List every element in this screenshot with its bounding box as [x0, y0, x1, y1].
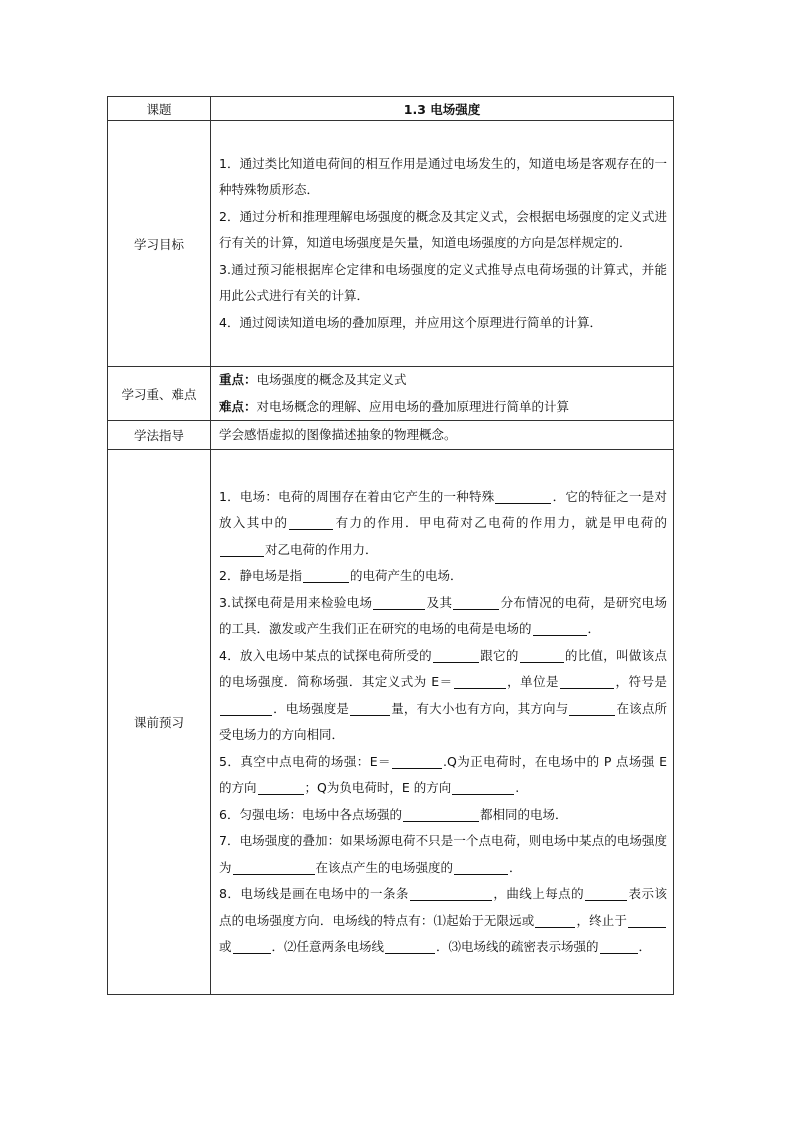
question-text: ，单位是	[506, 674, 560, 689]
preview-row	[108, 450, 674, 995]
preview-content	[211, 450, 674, 995]
answer-blank[interactable]	[585, 886, 627, 901]
question-text: 对乙电荷的作用力．	[265, 541, 378, 557]
answer-blank[interactable]	[392, 754, 442, 769]
preview-question-7	[219, 828, 667, 881]
goals-content	[211, 121, 674, 367]
question-text: 8．电场线是画在电场中的一条条	[219, 886, 409, 901]
method-label: 学法指导	[108, 421, 211, 450]
answer-blank[interactable]	[258, 780, 304, 795]
question-text: ，符号是	[615, 674, 667, 689]
keypoints-row	[108, 367, 674, 421]
preview-label: 课前预习	[108, 450, 211, 995]
answer-blank[interactable]	[533, 621, 587, 636]
question-text: 跟它的	[479, 647, 519, 663]
key-point-text: 电场强度的概念及其定义式	[256, 372, 407, 387]
answer-blank[interactable]	[454, 674, 506, 689]
answer-blank[interactable]	[535, 913, 575, 928]
answer-blank[interactable]	[220, 542, 264, 557]
answer-blank[interactable]	[303, 568, 349, 583]
question-text: ，曲线上每点的	[492, 886, 585, 901]
question-text: 7．电场强度的叠加：如果场源电荷不只是一个点电荷，则电场中某点的电场强度为	[219, 833, 667, 875]
question-text: 5．真空中点电荷的场强：E＝	[219, 753, 391, 769]
key-point-label: 重点：	[219, 372, 257, 387]
question-text: .Q为正电荷时，在电场中的 P 点场强 E 的方向	[219, 753, 667, 795]
goal-item: 1．通过类比知道电荷间的相互作用是通过电场发生的，知道电场是客观存在的一种特殊物质形态．	[219, 155, 667, 198]
question-text: ．⑵任意两条电场线	[271, 939, 385, 954]
answer-blank[interactable]	[628, 913, 666, 928]
answer-blank[interactable]	[569, 701, 615, 716]
goal-item: 3.通过预习能根据库仑定律和电场强度的定义式推导点电荷场强的计算式，并能用此公式进行有关的计算．	[219, 261, 667, 304]
answer-blank[interactable]	[385, 939, 435, 954]
question-text: ；Q为负电荷时，E 的方向	[304, 780, 452, 795]
question-text: 表示该点的电场强度方向．电场线的特点有：⑴起始于无限远或	[219, 886, 667, 928]
question-text: 及其	[426, 594, 453, 610]
key-point	[219, 367, 667, 394]
question-text: 的电荷产生的电场．	[349, 568, 463, 583]
answer-blank[interactable]	[403, 807, 479, 822]
hard-point-text: 对电场概念的理解、应用电场的叠加原理进行简单的计算	[256, 398, 570, 414]
question-text: 1．电场：电荷的周围存在着由它产生的一种特殊	[219, 488, 495, 504]
answer-blank[interactable]	[410, 886, 492, 901]
question-text: 3.试探电荷是用来检验电场	[219, 594, 373, 610]
hard-point-label: 难点：	[219, 398, 257, 414]
question-text: 在该点所受电场力的方向相同．	[219, 700, 667, 742]
question-text: 2．静电场是指	[219, 568, 302, 583]
answer-blank[interactable]	[452, 780, 514, 795]
preview-question-4	[219, 643, 667, 749]
question-text: 4．放入电场中某点的试探电荷所受的	[219, 647, 432, 663]
question-text: ．	[587, 621, 601, 636]
lesson-plan-table	[107, 96, 674, 995]
answer-blank[interactable]	[453, 595, 499, 610]
method-row	[108, 421, 674, 450]
method-text: 学会感悟虚拟的图像描述抽象的物理概念。	[211, 421, 674, 450]
question-text: 都相同的电场．	[479, 806, 568, 822]
question-text: ．它的特征之一是对放入其中的	[219, 488, 667, 530]
topic-label: 课题	[108, 97, 211, 121]
answer-blank[interactable]	[495, 489, 551, 504]
question-text: 6．匀强电场：电场中各点场强的	[219, 806, 402, 822]
preview-question-6	[219, 802, 667, 829]
question-text: 有力的作用．甲电荷对乙电荷的作用力，就是甲电荷的	[334, 515, 667, 530]
question-text: 在该点产生的电场强度的	[315, 859, 454, 875]
preview-question-8	[219, 881, 667, 961]
answer-blank[interactable]	[220, 701, 272, 716]
question-text: ．	[509, 859, 522, 875]
answer-blank[interactable]	[560, 674, 614, 689]
goals-row	[108, 121, 674, 367]
question-text: 量，有大小也有方向，其方向与	[391, 700, 569, 716]
question-text: 或	[219, 939, 232, 954]
answer-blank[interactable]	[373, 595, 425, 610]
question-text: 的比值，叫做该点的电场强度．简称场强．其定义式为 E＝	[219, 647, 667, 689]
hard-point	[219, 394, 667, 421]
answer-blank[interactable]	[289, 515, 333, 530]
question-text: ，终止于	[576, 912, 627, 928]
answer-blank[interactable]	[233, 939, 271, 954]
answer-blank[interactable]	[454, 860, 508, 875]
lesson-title: 1.3 电场强度	[211, 97, 674, 121]
answer-blank[interactable]	[350, 701, 390, 716]
goals-label: 学习目标	[108, 121, 211, 367]
answer-blank[interactable]	[433, 648, 479, 663]
preview-question-2	[219, 563, 667, 590]
answer-blank[interactable]	[600, 939, 638, 954]
goal-item: 2．通过分析和推理理解电场强度的概念及其定义式，会根据电场强度的定义式进行有关的计算，知道电场强度是矢量，知道电场强度的方向是怎样规定的．	[219, 208, 667, 251]
preview-question-3	[219, 590, 667, 643]
question-text: ．电场强度是	[273, 700, 350, 716]
header-row	[108, 97, 674, 121]
answer-blank[interactable]	[233, 860, 315, 875]
question-text: ．⑶电场线的疏密表示场强的	[436, 939, 599, 954]
question-text: .	[515, 780, 520, 795]
keypoints-content	[211, 367, 674, 421]
question-text: 分布情况的电荷，是研究电场的工具．激发或产生我们正在研究的电场的电荷是电场的	[219, 594, 667, 636]
answer-blank[interactable]	[520, 648, 564, 663]
preview-question-1	[219, 484, 667, 564]
goal-item: 4．通过阅读知道电场的叠加原理，并应用这个原理进行简单的计算．	[219, 314, 602, 330]
keypoints-label: 学习重、难点	[108, 367, 211, 421]
question-text: ．	[638, 939, 652, 954]
preview-question-5	[219, 749, 667, 802]
